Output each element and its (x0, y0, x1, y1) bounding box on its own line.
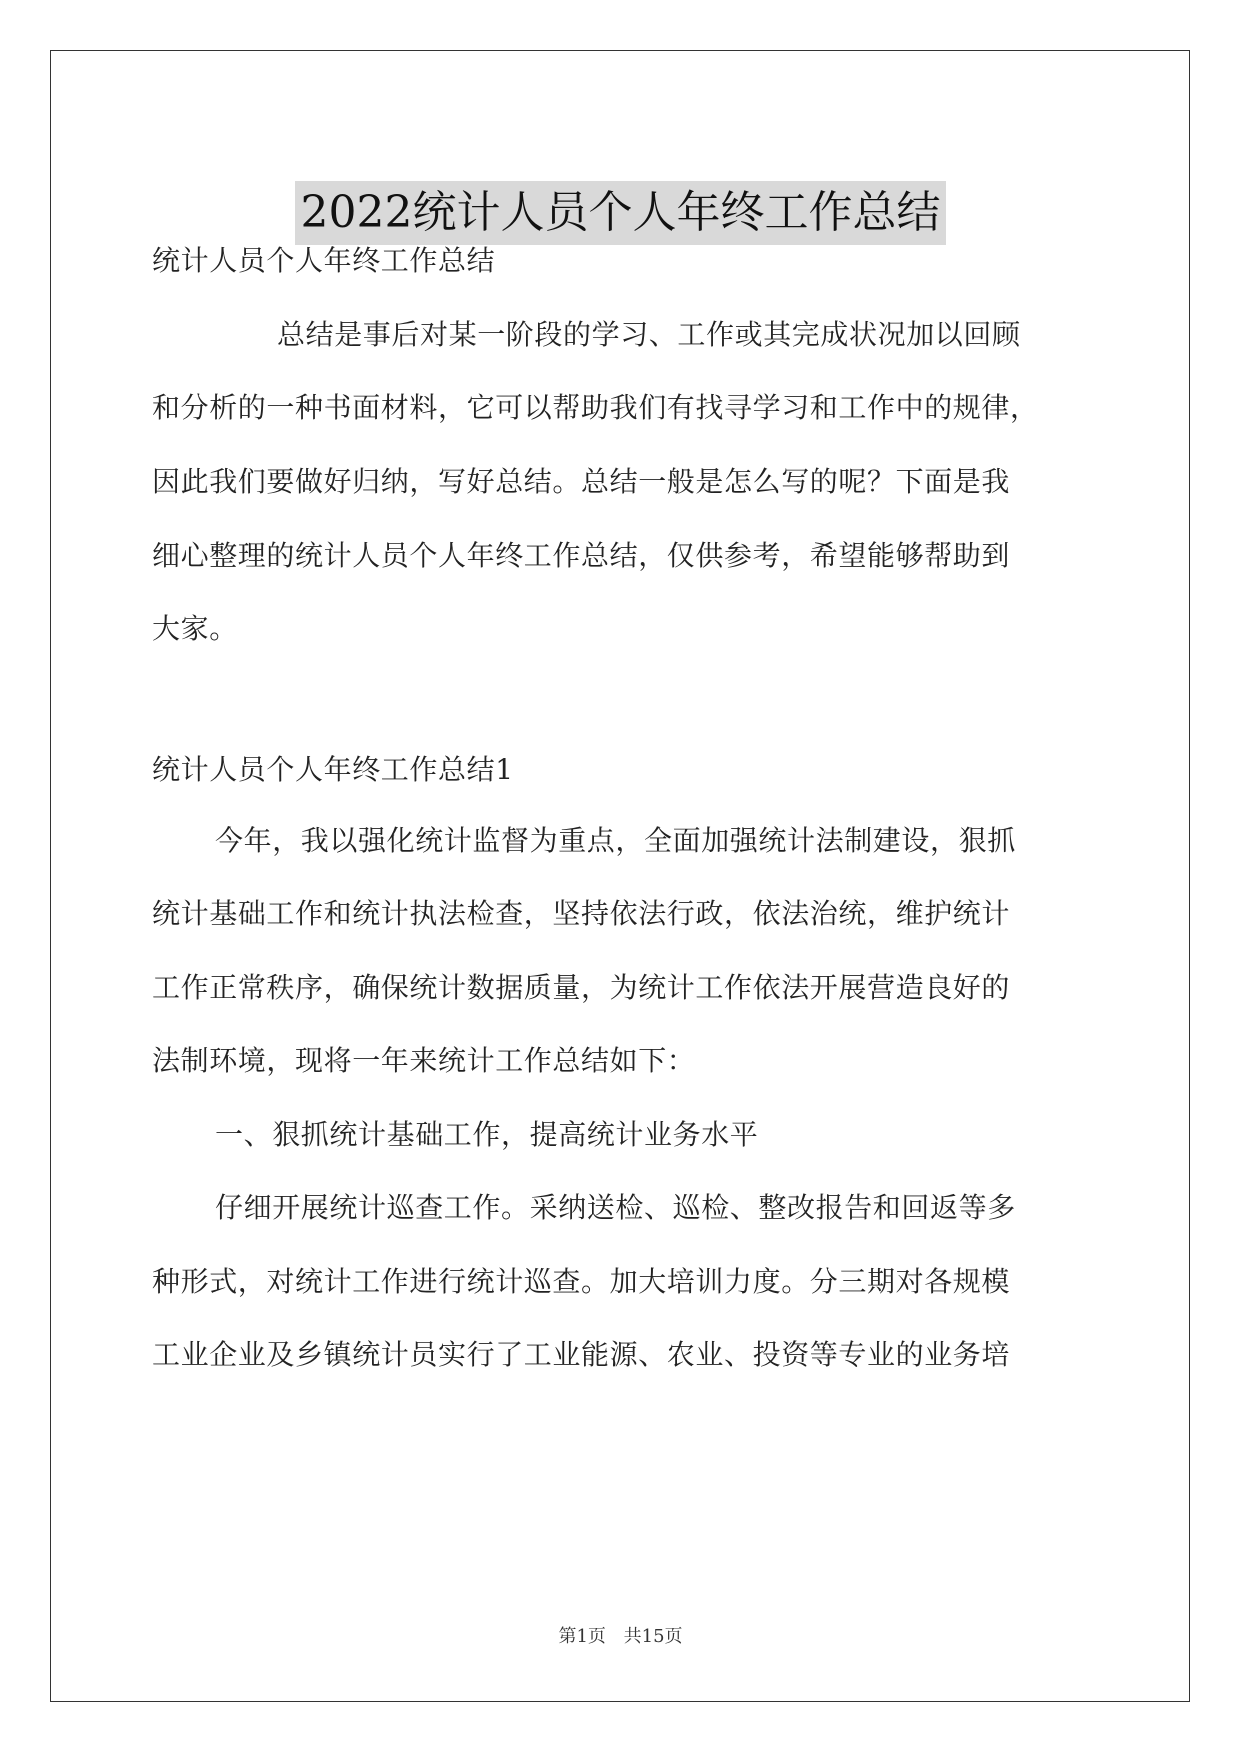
paragraph-line: 和分析的一种书面材料，它可以帮助我们有找寻学习和工作中的规律， (152, 391, 1039, 424)
paragraph-line: 种形式，对统计工作进行统计巡查。加大培训力度。分三期对各规模 (152, 1265, 1011, 1298)
paragraph-line: 细心整理的统计人员个人年终工作总结，仅供参考，希望能够帮助到 (152, 539, 1011, 572)
paragraph-line: 仔细开展统计巡查工作。采纳送检、巡检、整改报告和回返等多 (215, 1191, 1016, 1224)
page-border (50, 50, 1190, 1702)
paragraph-line: 工作正常秩序，确保统计数据质量，为统计工作依法开展营造良好的 (152, 971, 1011, 1004)
paragraph-line: 法制环境，现将一年来统计工作总结如下： (152, 1044, 696, 1077)
paragraph-line: 统计基础工作和统计执法检查，坚持依法行政，依法治统，维护统计 (152, 897, 1011, 930)
paragraph-line: 总结是事后对某一阶段的学习、工作或其完成状况加以回顾 (277, 318, 1021, 351)
subsection-heading: 一、狠抓统计基础工作，提高统计业务水平 (215, 1118, 759, 1151)
paragraph-line: 今年，我以强化统计监督为重点，全面加强统计法制建设，狠抓 (215, 824, 1016, 857)
page-footer (0, 1622, 1241, 1648)
paragraph-line: 因此我们要做好归纳，写好总结。总结一般是怎么写的呢？下面是我 (152, 465, 1011, 498)
paragraph-line: 工业企业及乡镇统计员实行了工业能源、农业、投资等专业的业务培 (152, 1338, 1011, 1371)
subtitle-line: 统计人员个人年终工作总结 (152, 244, 496, 277)
page-number: 第1页 (558, 1626, 606, 1647)
paragraph-line: 大家。 (152, 612, 238, 645)
document-title: 2022统计人员个人年终工作总结 (295, 181, 947, 245)
section-heading: 统计人员个人年终工作总结1 (152, 753, 514, 786)
page-total: 共15页 (623, 1626, 683, 1647)
